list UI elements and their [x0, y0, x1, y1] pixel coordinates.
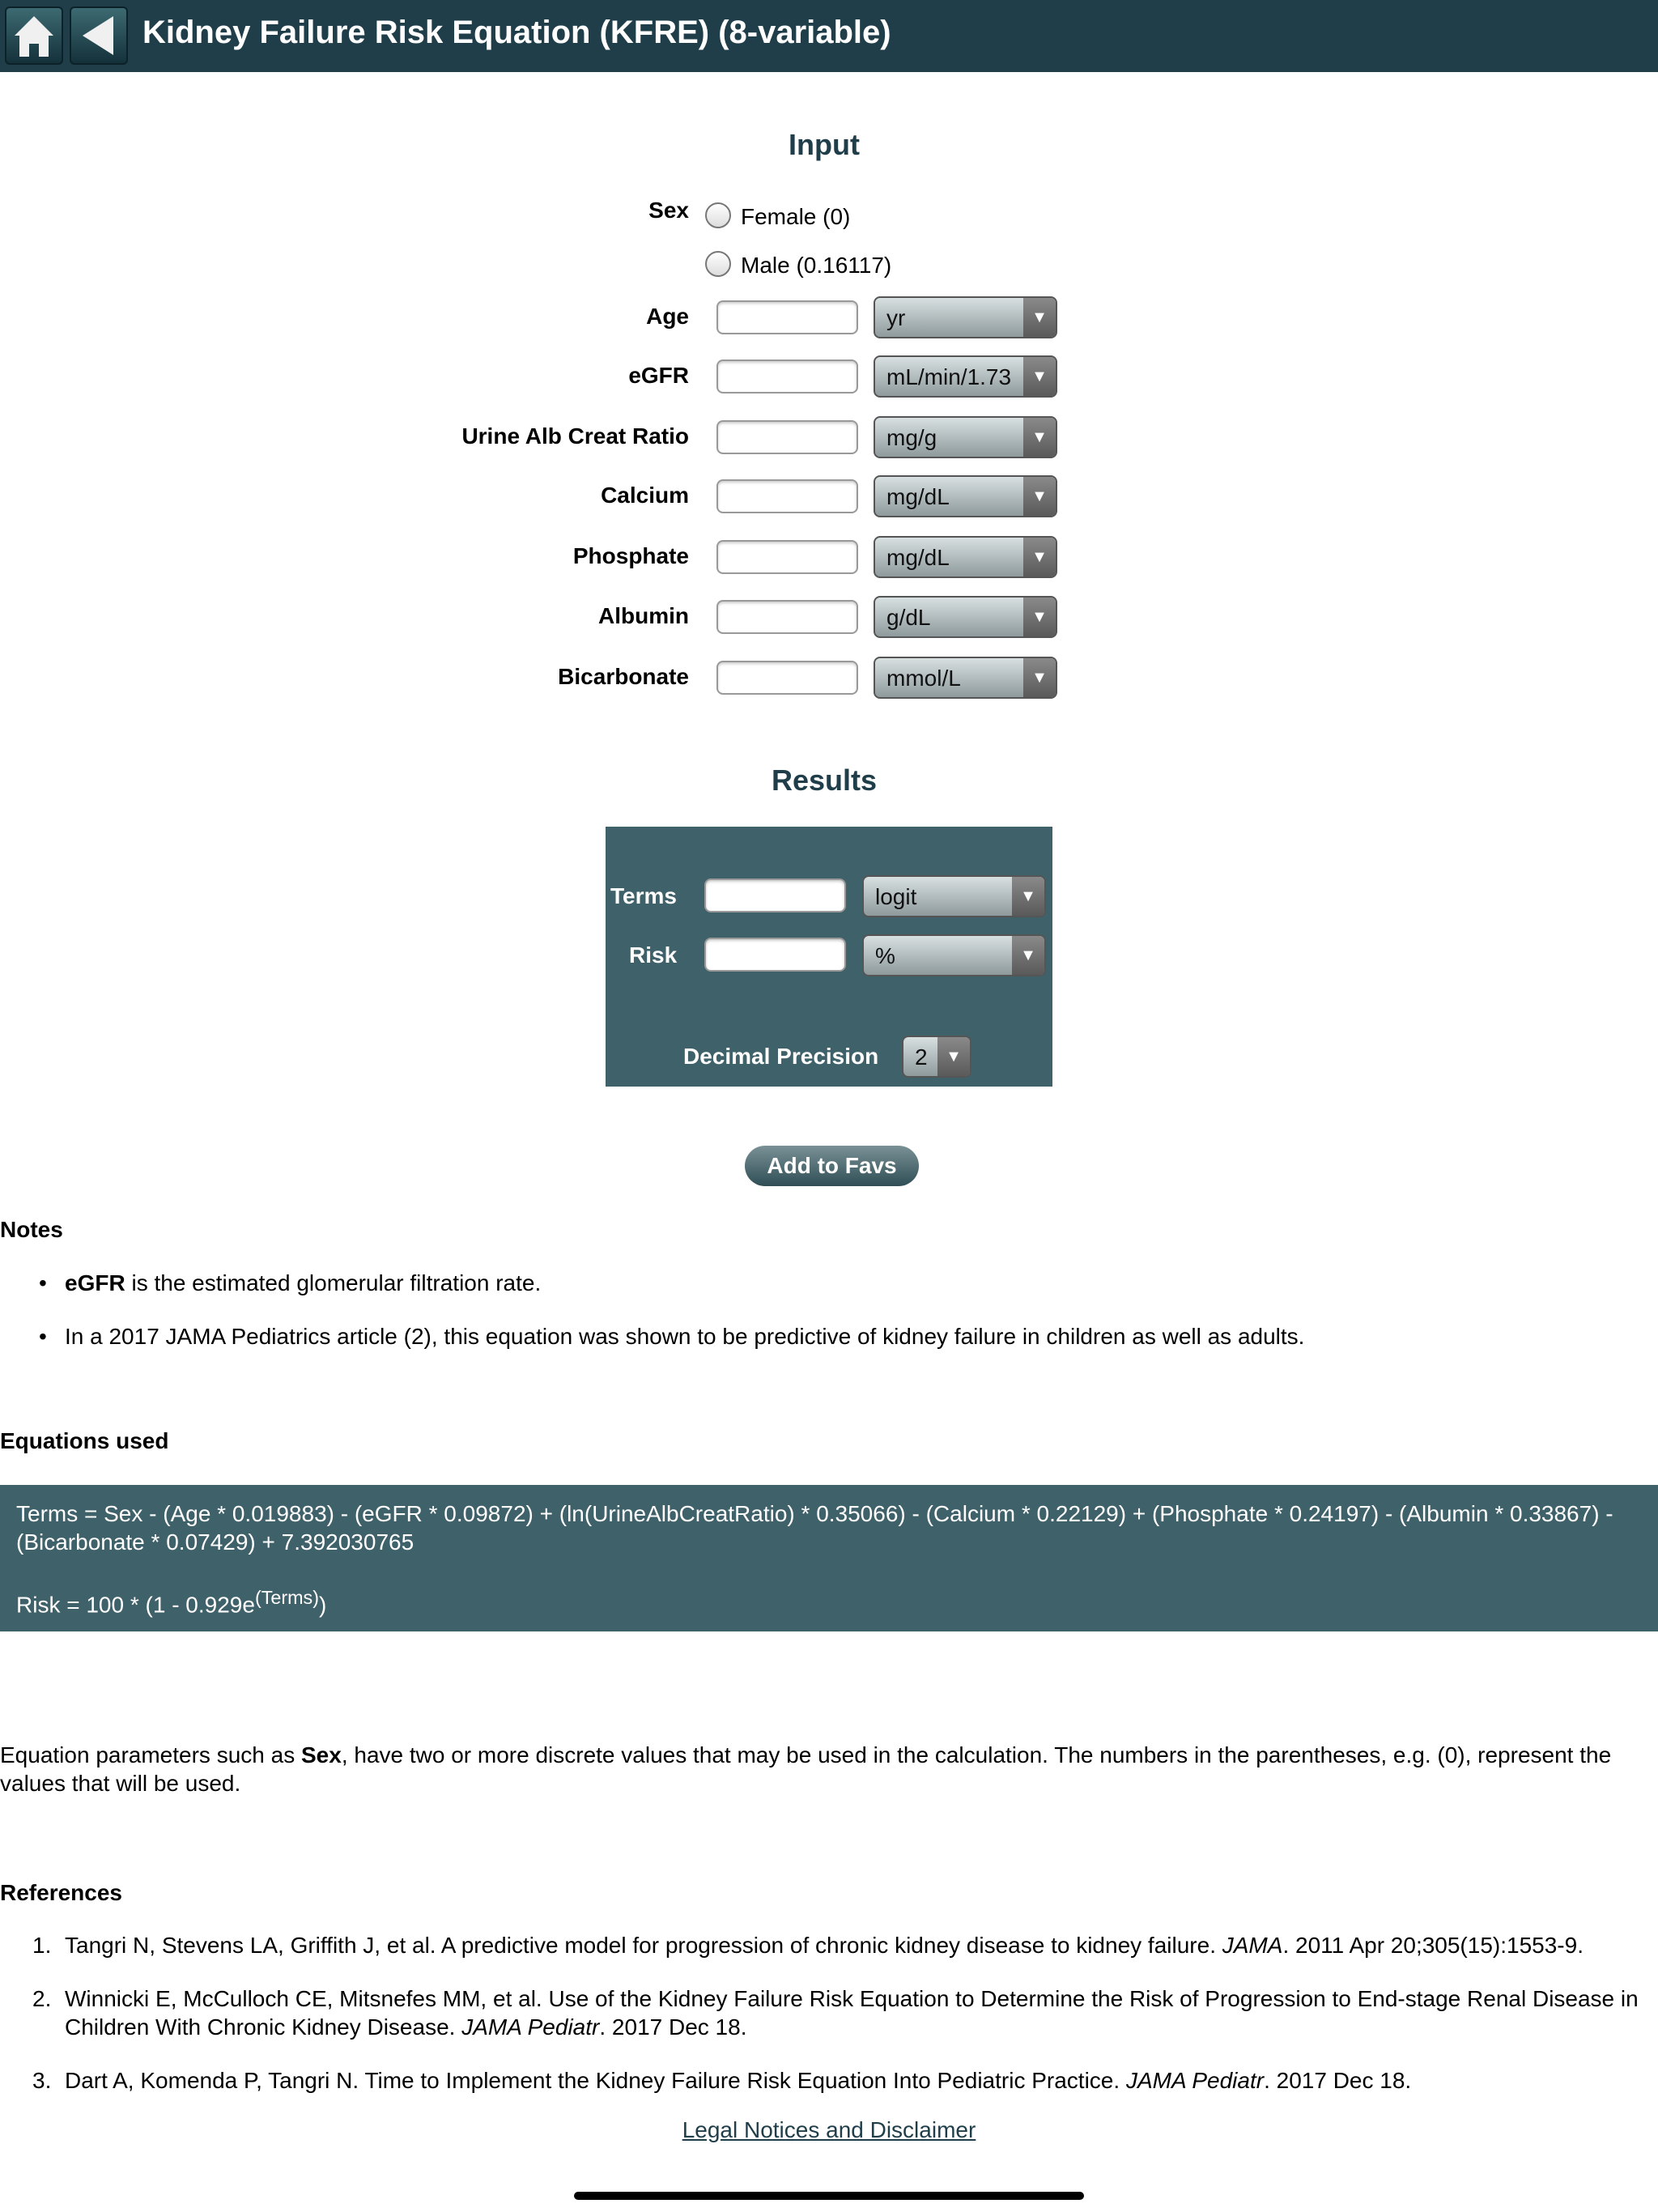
- legal-notices-link[interactable]: Legal Notices and Disclaimer: [682, 2117, 976, 2142]
- note-bullet-icon: •: [39, 1324, 47, 1349]
- reference-item: [65, 1931, 1643, 1959]
- header-bar: [0, 0, 1658, 72]
- param-note-pre: Equation parameters such as: [0, 1742, 301, 1767]
- reference-journal: JAMA Pediatr: [461, 2014, 600, 2040]
- note-item: [65, 1269, 541, 1297]
- dropdown-arrow-icon: ▼: [1023, 598, 1056, 636]
- reference-item: [65, 2066, 1643, 2095]
- note-item: In a 2017 JAMA Pediatrics article (2), this equation was shown to be predictive of kidney failure in children as well as adults.: [65, 1324, 1305, 1349]
- field-label: Bicarbonate: [558, 664, 689, 689]
- terms-unit-select[interactable]: [862, 875, 1046, 917]
- risk-unit-select[interactable]: [862, 934, 1046, 976]
- dropdown-arrow-icon: ▼: [1023, 418, 1056, 457]
- references-heading: References: [0, 1880, 122, 1905]
- risk-eq-exponent: (Terms): [254, 1587, 319, 1608]
- field-input[interactable]: [716, 420, 858, 454]
- radio-female-label: Female (0): [741, 204, 851, 229]
- unit-select[interactable]: [874, 355, 1057, 398]
- dropdown-arrow-icon: ▼: [1012, 877, 1044, 916]
- reference-number: 2.: [32, 1986, 52, 2011]
- param-note-post: , have two or more discrete values that may be used in the calculation. The numbers in the parentheses, e.g. (0), represent the values that will be used.: [0, 1742, 1612, 1796]
- reference-rest: . 2011 Apr 20;305(15):1553-9.: [1282, 1933, 1584, 1958]
- unit-value: mg/dL: [886, 545, 950, 570]
- reference-number: 3.: [32, 2068, 52, 2093]
- field-label: Albumin: [598, 603, 689, 628]
- reference-text: Tangri N, Stevens LA, Griffith J, et al. A predictive model for progression of chronic kidney disease to kidney failure.: [65, 1933, 1222, 1958]
- field-input[interactable]: [716, 479, 858, 513]
- field-input[interactable]: [716, 540, 858, 574]
- terms-output[interactable]: [704, 878, 846, 912]
- page-title: Kidney Failure Risk Equation (KFRE) (8-variable): [142, 15, 891, 50]
- risk-eq-e: e: [242, 1592, 255, 1618]
- equations-panel: [0, 1485, 1658, 1631]
- dropdown-arrow-icon: ▼: [1023, 477, 1056, 516]
- unit-select[interactable]: [874, 416, 1057, 458]
- equations-heading: Equations used: [0, 1428, 169, 1453]
- radio-female[interactable]: [705, 202, 731, 228]
- reference-item: [65, 1984, 1643, 2041]
- dropdown-arrow-icon: ▼: [1023, 298, 1056, 337]
- radio-male-label: Male (0.16117): [741, 253, 892, 278]
- terms-label: Terms: [610, 883, 677, 908]
- field-input[interactable]: [716, 600, 858, 634]
- dropdown-arrow-icon: ▼: [937, 1037, 970, 1076]
- unit-select[interactable]: [874, 536, 1057, 578]
- dropdown-arrow-icon: ▼: [1023, 658, 1056, 697]
- home-icon: [6, 8, 62, 63]
- risk-eq-post: ): [319, 1592, 327, 1618]
- reference-journal: JAMA: [1222, 1933, 1283, 1958]
- results-panel: [606, 827, 1052, 1087]
- unit-select[interactable]: [874, 475, 1057, 517]
- risk-output[interactable]: [704, 938, 846, 972]
- unit-value: g/dL: [886, 605, 931, 630]
- unit-select[interactable]: [874, 657, 1057, 699]
- field-input[interactable]: [716, 300, 858, 334]
- field-label: Calcium: [601, 483, 689, 508]
- decimal-precision-label: Decimal Precision: [683, 1044, 879, 1069]
- home-indicator: [574, 2192, 1084, 2200]
- dropdown-arrow-icon: ▼: [1023, 357, 1056, 396]
- unit-value: yr: [886, 305, 906, 330]
- parameter-note: [0, 1741, 1619, 1797]
- unit-value: mg/g: [886, 425, 937, 450]
- terms-equation: Terms = Sex - (Age * 0.019883) - (eGFR * 0.09872) + (ln(UrineAlbCreatRatio) * 0.35066) - (Calcium * 0.22129) + (Phosphate * 0.24197) - (Albumin * 0.33867) - (Bicarbonate * 0.07429) + 7.392030765: [16, 1501, 1613, 1555]
- reference-journal: JAMA Pediatr: [1125, 2068, 1265, 2093]
- risk-equation: [16, 1584, 326, 1619]
- param-note-bold: Sex: [300, 1742, 342, 1767]
- sex-label: Sex: [648, 198, 689, 223]
- field-input[interactable]: [716, 359, 858, 393]
- risk-eq-pre: Risk = 100 * (1 - 0.929: [16, 1592, 243, 1618]
- reference-rest: . 2017 Dec 18.: [599, 2014, 747, 2040]
- results-heading: Results: [771, 764, 878, 797]
- note-bullet-icon: •: [39, 1270, 47, 1295]
- dropdown-arrow-icon: ▼: [1012, 936, 1044, 975]
- legal-wrap: [0, 2116, 1658, 2144]
- note-bold: eGFR: [65, 1270, 125, 1295]
- field-label: Phosphate: [572, 543, 689, 568]
- reference-text: Dart A, Komenda P, Tangri N. Time to Implement the Kidney Failure Risk Equation Into Pediatric Practice.: [65, 2068, 1126, 2093]
- unit-value: mg/dL: [886, 484, 950, 509]
- field-label: Urine Alb Creat Ratio: [461, 423, 689, 449]
- unit-value: mmol/L: [886, 666, 961, 691]
- back-button[interactable]: [70, 6, 128, 65]
- precision-value: 2: [915, 1044, 928, 1070]
- decimal-precision-select[interactable]: [902, 1036, 971, 1078]
- reference-text: Winnicki E, McCulloch CE, Mitsnefes MM, et al. Use of the Kidney Failure Risk Equation to Determine the Risk of Progression to End-stage Renal Disease in Children With Chronic Kidney Disease.: [65, 1986, 1639, 2040]
- back-arrow-icon: [71, 8, 126, 63]
- field-label: eGFR: [628, 363, 689, 388]
- risk-label: Risk: [629, 942, 678, 968]
- note-text: is the estimated glomerular filtration rate.: [125, 1270, 542, 1295]
- notes-heading: Notes: [0, 1217, 63, 1242]
- reference-number: 1.: [32, 1933, 52, 1958]
- input-heading: Input: [789, 128, 860, 161]
- unit-select[interactable]: [874, 596, 1057, 638]
- unit-select[interactable]: [874, 296, 1057, 338]
- field-input[interactable]: [716, 661, 858, 695]
- dropdown-arrow-icon: ▼: [1023, 538, 1056, 576]
- field-label: Age: [646, 304, 689, 329]
- risk-unit-value: %: [875, 943, 895, 968]
- terms-unit-value: logit: [875, 884, 917, 909]
- unit-value: mL/min/1.73: [886, 364, 1012, 389]
- reference-rest: . 2017 Dec 18.: [1264, 2068, 1412, 2093]
- home-button[interactable]: [5, 6, 63, 65]
- add-to-favs-button[interactable]: Add to Favs: [745, 1146, 919, 1186]
- radio-male[interactable]: [705, 251, 731, 277]
